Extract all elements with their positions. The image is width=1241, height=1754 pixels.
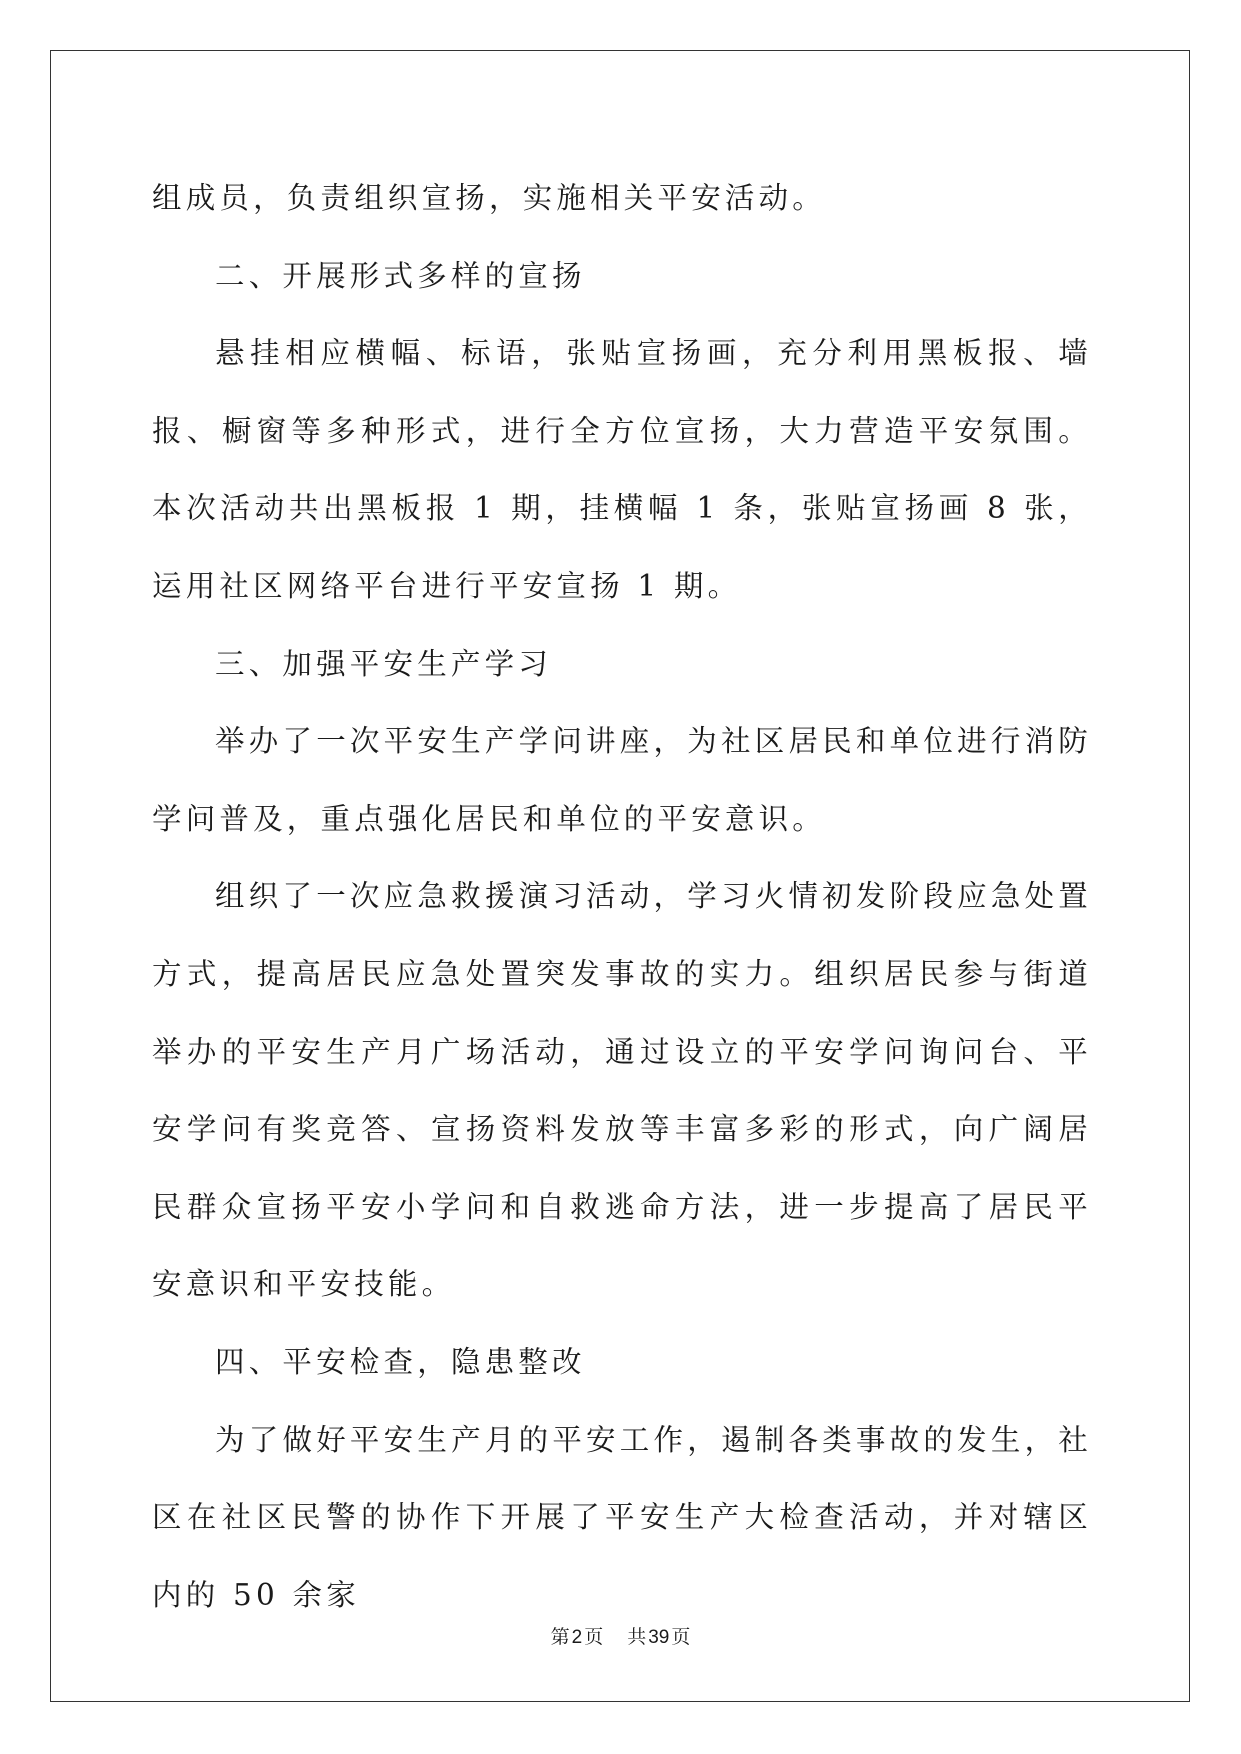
total-suffix: 页 <box>671 1627 691 1648</box>
paragraph-8: 为了做好平安生产月的平安工作，遏制各类事故的发生，社区在社区民警的协作下开展了平安生产大检查活动，并对辖区内的 50 余家 <box>152 1422 1092 1612</box>
section-heading-2: 二、开展形式多样的宣扬 <box>215 258 586 293</box>
paragraph-3: 悬挂相应横幅、标语，张贴宣扬画，充分利用黑板报、墙报、橱窗等多种形式，进行全方位宣扬，大力营造平安氛围。本次活动共出黑板报 1 期，挂横幅 1 条，张贴宣扬画 8 张，运用社区网络平台进行平安宣扬 1 期。 <box>152 336 1092 603</box>
section-heading-4: 四、平安检查，隐患整改 <box>215 1344 586 1379</box>
paragraph-6: 组织了一次应急救援演习活动，学习火情初发阶段应急处置方式，提高居民应急处置突发事故的实力。组织居民参与街道举办的平安生产月广场活动，通过设立的平安学问询问台、平安学问有奖竞答、宣扬资料发放等丰富多彩的形式，向广阔居民群众宣扬平安小学问和自救逃命方法，进一步提高了居民平安意识和平安技能。 <box>152 879 1092 1302</box>
section-heading-3: 三、加强平安生产学习 <box>215 646 553 681</box>
page-number: 2 <box>571 1627 583 1648</box>
total-pages: 39 <box>648 1627 670 1648</box>
page-prefix: 第 <box>550 1627 570 1648</box>
paragraph-5: 举办了一次平安生产学问讲座，为社区居民和单位进行消防学问普及，重点强化居民和单位的平安意识。 <box>152 724 1092 836</box>
document-body <box>152 160 1092 1634</box>
paragraph-1: 组成员，负责组织宣扬，实施相关平安活动。 <box>152 181 827 215</box>
page-footer <box>0 1622 1241 1649</box>
total-prefix: 共 <box>627 1627 647 1648</box>
page-suffix: 页 <box>584 1627 604 1648</box>
